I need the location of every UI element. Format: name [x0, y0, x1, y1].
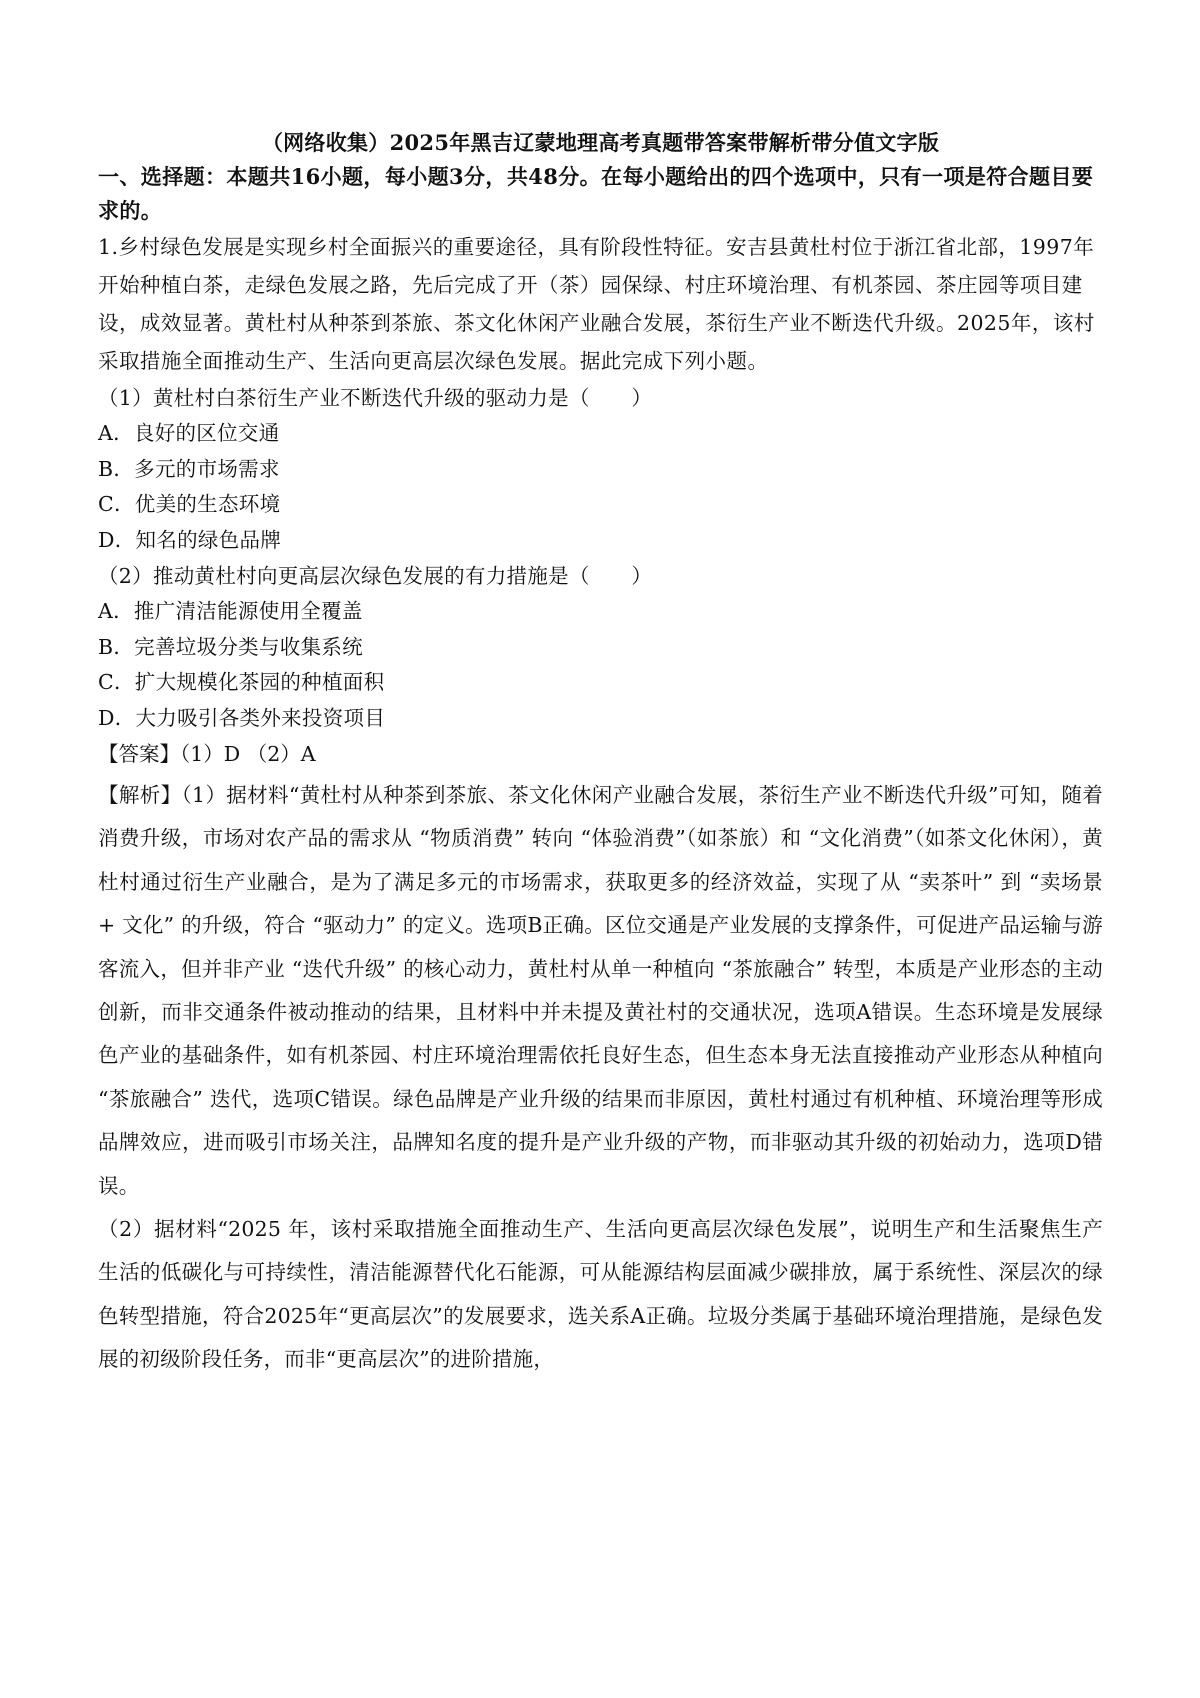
- analysis-paragraph-1: [98, 774, 1103, 1208]
- answer-text: （1）D （2）A: [180, 742, 316, 766]
- analysis-paragraph-2: （2）据材料“2025 年，该村采取措施全面推动生产、生活向更高层次绿色发展”，说明生产和生活聚焦生产生活的低碳化与可持续性，清洁能源替代化石能源，可从能源结构层面减少碳排放，属于系统性、深层次的绿色转型措施，符合2025年“更高层次”的发展要求，选关系A正确。垃圾分类属于基础环境治理措施，是绿色发展的初级阶段任务，而非“更高层次”的进阶措施，: [98, 1217, 1103, 1372]
- analysis-text-1: （1）据材料“黄杜村从种茶到茶旅、茶文化休闲产业融合发展，茶衍生产业不断迭代升级”可知，随着消费升级，市场对农产品的需求从 “物质消费” 转向 “体验消费”（如茶旅）和 “文化消费”（如茶文化休闲），黄杜村通过衍生产业融合，是为了满足多元的市场需求，获取更多的经济效益，实现了从 “卖茶叶” 到 “卖场景 + 文化” 的升级，符合 “驱动力” 的定义。选项B正确。区位交通是产业发展的支撑条件，可促进产品运输与游客流入，但并非产业 “迭代升级” 的核心动力，黄杜村从单一种植向 “茶旅融合” 转型，本质是产业形态的主动创新，而非交通条件被动推动的结果，且材料中并未提及黄社村的交通状况，选项A错误。生态环境是发展绿色产业的基础条件，如有机茶园、村庄环境治理需依托良好生态，但生态本身无法直接推动产业形态从种植向 “茶旅融合” 迭代，选项C错误。绿色品牌是产业升级的结果而非原因，黄杜村通过有机种植、环境治理等形成品牌效应，进而吸引市场关注，品牌知名度的提升是产业升级的产物，而非驱动其升级的初始动力，选项D错误。: [98, 783, 1103, 1198]
- option-1a: A．良好的区位交通: [98, 421, 280, 445]
- option-1b: B．多元的市场需求: [98, 456, 280, 481]
- analysis-label: 【解析】: [98, 783, 182, 807]
- section-heading: 一、选择题：本题共16小题，每小题3分，共48分。在每小题给出的四个选项中，只有一项是符合题目要求的。: [98, 164, 1094, 223]
- document-title: （网络收集）2025年黑吉辽蒙地理高考真题带答案带解析带分值文字版: [261, 130, 940, 155]
- answer-line: [98, 736, 1103, 772]
- answer-label: 【答案】: [98, 742, 180, 766]
- sub-question-2-options: [98, 594, 1103, 736]
- option-2a: A．推广清洁能源使用全覆盖: [98, 599, 363, 623]
- sub-question-1-prompt: （1）黄杜村白茶衍生产业不断迭代升级的驱动力是（ ）: [98, 386, 653, 410]
- option-1c: C．优美的生态环境: [98, 492, 281, 516]
- question-1-stem: 1.乡村绿色发展是实现乡村全面振兴的重要途径，具有阶段性特征。安吉县黄杜村位于浙江省北部，1997年开始种植白茶，走绿色发展之路，先后完成了开（茶）园保绿、村庄环境治理、有机茶园、茶庄园等项目建设，成效显著。黄杜村从种茶到茶旅、茶文化休闲产业融合发展，茶衍生产业不断迭代升级。2025年，该村采取措施全面推动生产、生活向更高层次绿色发展。据此完成下列小题。: [98, 235, 1095, 373]
- sub-question-2-prompt: （2）推动黄杜村向更高层次绿色发展的有力措施是（ ）: [98, 564, 653, 588]
- option-2b: B．完善垃圾分类与收集系统: [98, 634, 363, 659]
- option-2d: D．大力吸引各类外来投资项目: [98, 705, 386, 730]
- sub-question-1-options: [98, 416, 1103, 558]
- option-2c: C．扩大规模化茶园的种植面积: [98, 670, 385, 694]
- option-1d: D．知名的绿色品牌: [98, 527, 282, 552]
